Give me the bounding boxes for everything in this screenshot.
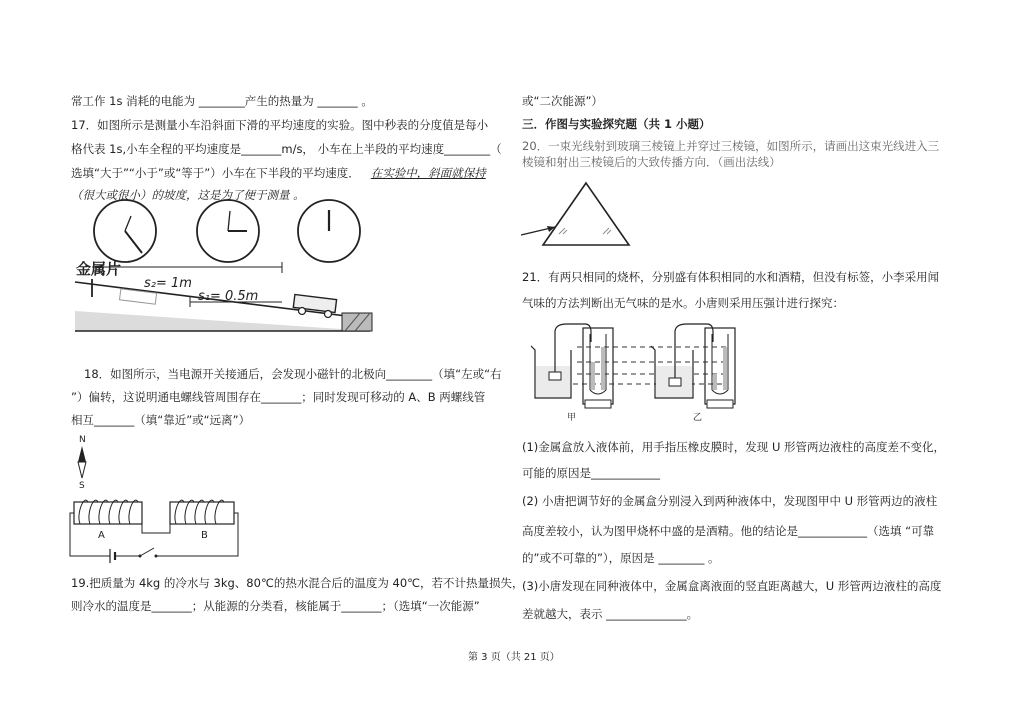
q19-line-1: 19.把质量为 4kg 的冷水与 3kg、80℃的热水混合后的温度为 40℃，若不计热量损失，: [71, 576, 524, 590]
q20-line-1: 20．一束光线射到玻璃三棱镜上并穿过三棱镜，如图所示，请画出这束光线进入三: [522, 139, 940, 153]
q21-p3-line-2: 差就越大，表示 ______________。: [522, 607, 699, 621]
q21-p2-line-2: 高度差较小，认为图甲烧杯中盛的是酒精。他的结论是____________（选填 “可靠: [522, 524, 935, 538]
label-jia: 甲: [567, 413, 577, 423]
beaker-b: [651, 324, 713, 398]
q17-line-2: 格代表 1s,小车全程的平均速度是_______m/s， 小车在上半段的平均速度________（: [71, 142, 502, 156]
switch: [140, 548, 154, 556]
q18-line-3: 相互_______（填“靠近”或“远离”）: [71, 413, 251, 427]
manometer-b: [705, 328, 735, 408]
q17-line-3-text: 选填“大于”“小于”或“等于”）小车在下半段的平均速度．: [71, 166, 360, 180]
cart: [293, 294, 336, 317]
stopwatch-2: [197, 200, 259, 262]
q17-line-3: [71, 166, 486, 181]
q21-line-1: 21．有两只相同的烧杯，分别盛有体积相同的水和酒精，但没有标签，小李采用闻: [522, 270, 940, 284]
beaker-a: [531, 324, 591, 398]
label-a: A: [98, 530, 105, 541]
q19-line-2: 则冷水的温度是_______；从能源的分类看，核能属于_______；（选填“一次能源”: [71, 599, 480, 613]
s1-label: s₁= 0.5m: [198, 289, 259, 304]
fig18-solenoid-figure: [70, 432, 240, 564]
page-number: 第 3 页（共 21 页）: [468, 652, 560, 663]
stopwatch-3: [298, 200, 360, 262]
q19-tail: 或“二次能源”）: [522, 94, 603, 108]
q20-line-2: 棱镜和射出三棱镜后的大致传播方向．（画出法线）: [522, 155, 781, 169]
fig17-slope-figure: [70, 207, 380, 342]
fig21-manometer-figure: [527, 322, 757, 422]
q21-p1-line-2: 可能的原因是____________: [522, 466, 660, 480]
q17-line-3-italic: 在实验中，斜面就保持: [370, 166, 486, 180]
fig20-prism-figure: [521, 180, 636, 248]
label-b: B: [201, 530, 208, 541]
q21-p1-line-1: (1)金属盒放入液体前，用手指压橡皮膜时，发现 U 形管两边液柱的高度差不变化，: [522, 440, 946, 454]
q21-p2-line-3: 的”或不可靠的”），原因是 ________ 。: [522, 551, 720, 565]
q21-p2-line-1: (2) 小唐把调节好的金属盒分别浸入到两种液体中，发现图甲中 U 形管两边的液柱: [522, 494, 938, 508]
q17-line-1: 17．如图所示是测量小车沿斜面下滑的平均速度的实验。图中秒表的分度值是每小: [71, 118, 489, 132]
q18-line-1: 18．如图所示，当电源开关接通后，会发现小磁针的北极向________（填“左或“右: [84, 367, 502, 381]
prism: [543, 183, 629, 245]
compass-needle-south: [78, 462, 86, 478]
section-title: 三．作图与实验探究题（共 1 小题）: [522, 117, 711, 131]
q18-line-2: ”）偏转，这说明通电螺线管周围存在_______；同时发现可移动的 A、B 两螺线管: [71, 390, 486, 404]
south-label: S: [79, 481, 85, 491]
q16-tail: 常工作 1s 消耗的电能为 ________产生的热量为 _______ 。: [71, 94, 373, 108]
north-label: N: [79, 435, 86, 445]
label-yi: 乙: [693, 413, 703, 423]
q17-line-4: （很大或很小）的坡度，这是为了便于测量 。: [71, 188, 305, 202]
solenoid-b: [170, 502, 234, 524]
compass-needle-north: [78, 446, 86, 462]
metal-plate-label: 金属片: [76, 260, 122, 278]
q21-line-2: 气味的方法判断出无气味的是水。小唐则采用压强计进行探究：: [522, 296, 844, 310]
manometer-a: [583, 328, 613, 408]
q21-p3-line-1: (3)小唐发现在同种液体中，金属盒离液面的竖直距离越大，U 形管两边液柱的高度: [522, 579, 942, 593]
stopwatch-1: [94, 200, 156, 262]
s2-label: s₂= 1m: [144, 276, 192, 291]
